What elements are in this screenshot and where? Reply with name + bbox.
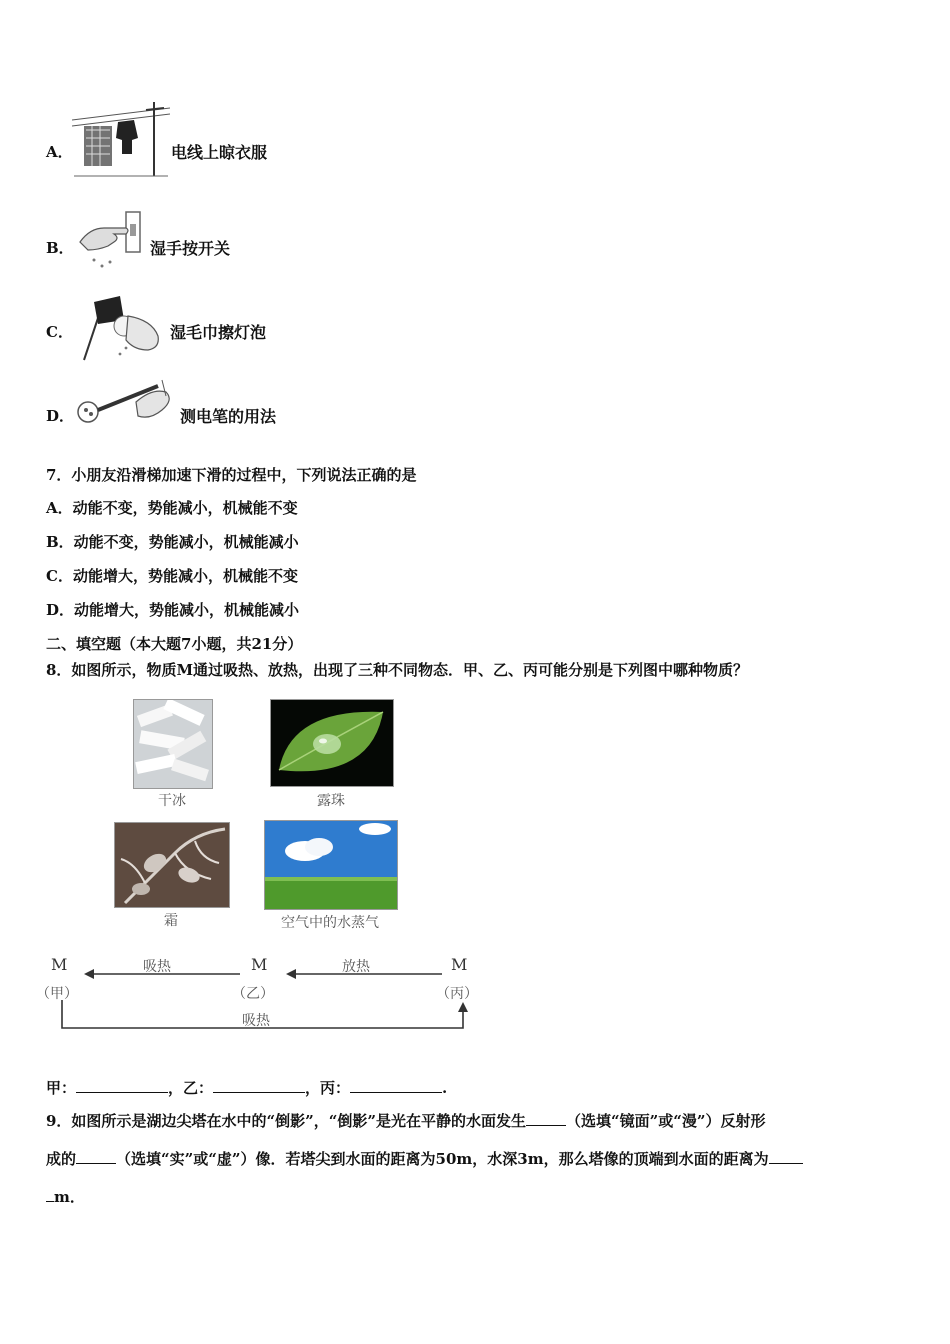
q9-line-3: m． xyxy=(46,1186,85,1207)
period: . xyxy=(442,1079,448,1097)
option-letter: C． xyxy=(46,323,73,341)
section-heading: 二、填空题（本大题7小题，共21分） xyxy=(46,635,303,653)
diagram-arrows xyxy=(50,960,480,1032)
option-c: C．动能增大，势能减小，机械能不变 xyxy=(46,567,298,585)
option-caption: 测电笔的用法 xyxy=(180,407,277,426)
option-letter: B． xyxy=(46,239,74,257)
option-a: A．动能不变，势能减小，机械能不变 xyxy=(46,499,298,517)
option-b: B．动能不变，势能减小，机械能减小 xyxy=(46,533,299,551)
water-vapor-image xyxy=(264,820,398,910)
image-caption: 霜 xyxy=(164,913,178,929)
option-caption: 电线上晾衣服 xyxy=(171,143,268,162)
label-yi: ，乙： xyxy=(168,1079,214,1097)
lamp-towel-icon xyxy=(74,294,166,362)
m-label-jia: M xyxy=(51,955,68,974)
image-caption: 干冰 xyxy=(158,793,186,809)
dew-leaf-image xyxy=(270,699,394,787)
blank-jia[interactable] xyxy=(76,1078,168,1093)
clothesline-icon xyxy=(72,102,170,178)
state-bing: （丙） xyxy=(436,986,478,1002)
state-jia: （甲） xyxy=(36,986,78,1002)
wet-hand-switch-icon xyxy=(76,210,146,272)
label-jia: 甲： xyxy=(46,1079,77,1097)
blank-yi[interactable] xyxy=(213,1078,305,1093)
question-stem: 7．小朋友沿滑梯加速下滑的过程中，下列说法正确的是 xyxy=(46,466,417,484)
image-caption: 露珠 xyxy=(317,793,345,809)
blank-image-type[interactable] xyxy=(76,1149,116,1164)
dry-ice-image xyxy=(133,699,213,789)
test-pen-icon xyxy=(74,376,176,436)
q8-answer-line xyxy=(46,1077,447,1098)
question-stem: 8．如图所示，物质M通过吸热、放热，出现了三种不同物态．甲、乙、丙可能分别是下列图中哪种物质？ xyxy=(46,661,749,679)
option-d: D．动能增大，势能减小，机械能减小 xyxy=(46,601,300,619)
option-letter: D． xyxy=(46,407,75,425)
blank-reflection-type[interactable] xyxy=(526,1111,566,1126)
q9-line-1: 9．如图所示是湖边尖塔在水中的“倒影”，“倒影”是光在平静的水面发生 （选填“镜面”或“漫”）反射形 xyxy=(46,1112,766,1130)
option-caption: 湿毛巾擦灯泡 xyxy=(170,323,267,342)
m-label-yi: M xyxy=(251,955,268,974)
arrow-label-absorb: 吸热 xyxy=(143,959,171,975)
m-label-bing: M xyxy=(451,955,468,974)
blank-distance-a[interactable] xyxy=(769,1149,803,1164)
frost-image xyxy=(114,822,230,908)
option-letter: A． xyxy=(46,143,73,161)
blank-bing[interactable] xyxy=(350,1078,442,1093)
option-caption: 湿手按开关 xyxy=(150,239,231,258)
arrow-label-absorb-bottom: 吸热 xyxy=(242,1013,270,1029)
image-caption: 空气中的水蒸气 xyxy=(281,915,379,931)
blank-distance-b[interactable] xyxy=(46,1187,54,1202)
arrow-label-release: 放热 xyxy=(342,959,370,975)
state-yi: （乙） xyxy=(232,986,274,1002)
q9-line-2: 成的 （选填“实”或“虚”）像．若塔尖到水面的距离为50m，水深3m，那么塔像的顶端到水面的距离为 xyxy=(46,1148,803,1169)
label-bing: ，丙： xyxy=(305,1079,351,1097)
